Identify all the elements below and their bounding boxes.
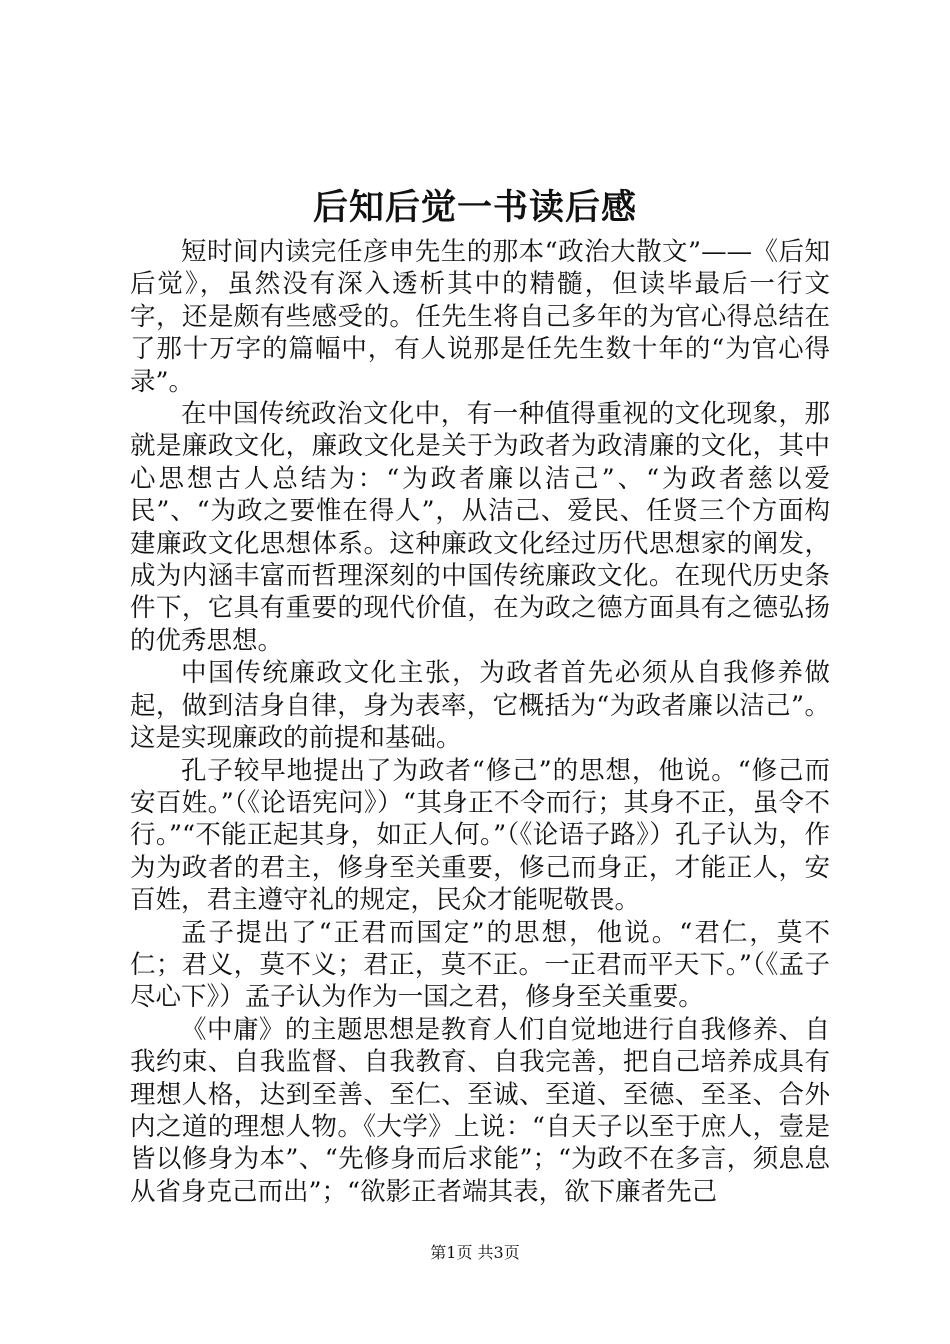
- page-title: 后知后觉一书读后感: [312, 187, 637, 228]
- paragraph: 孟子提出了“正君而国定”的思想，他说。“君仁，莫不仁；君义，莫不义；君正，莫不正。一正君而平天下。”（《孟子尽心下》）孟子认为作为一国之君，修身至关重要。: [130, 917, 830, 1013]
- paragraph: 在中国传统政治文化中，有一种值得重视的文化现象，那就是廉政文化，廉政文化是关于为政者为政清廉的文化，其中心思想古人总结为：“为政者廉以洁己”、“为政者慈以爱民”、“为政之要惟在得人”，从洁己、爱民、任贤三个方面构建廉政文化思想体系。这种廉政文化经过历代思想家的阐发，成为内涵丰富而哲理深刻的中国传统廉政文化。在现代历史条件下，它具有重要的现代价值，在为政之德方面具有之德弘扬的优秀思想。: [130, 399, 830, 656]
- paragraph: 《中庸》的主题思想是教育人们自觉地进行自我修养、自我约束、自我监督、自我教育、自我完善，把自己培养成具有理想人格，达到至善、至仁、至诚、至道、至德、至圣、合外内之道的理想人物。《大学》上说：“自天子以至于庶人，壹是皆以修身为本”、“先修身而后求能”；“为政不在多言，须息息从省身克己而出”；“欲影正者端其表，欲下廉者先己: [130, 1014, 830, 1207]
- document-body: [130, 236, 830, 1208]
- paragraph: 中国传统廉政文化主张，为政者首先必须从自我修养做起，做到洁身自律，身为表率，它概括为“为政者廉以洁己”。这是实现廉政的前提和基础。: [130, 658, 830, 754]
- paragraph: 孔子较早地提出了为政者“修己”的思想，他说。“修己而安百姓。”（《论语宪问》）“其身正不令而行；其身不正，虽令不行。”“不能正起其身，如正人何。”（《论语子路》）孔子认为，作为为政者的君主，修身至关重要，修己而身正，才能正人，安百姓，君主遵守礼的规定，民众才能呢敬畏。: [130, 755, 830, 916]
- page-number: 第1页 共3页: [430, 1243, 520, 1262]
- paragraph: 短时间内读完任彦申先生的那本“政治大散文”——《后知后觉》，虽然没有深入透析其中的精髓，但读毕最后一行文字，还是颇有些感受的。任先生将自己多年的为官心得总结在了那十万字的篇幅中，有人说那是任先生数十年的“为官心得录”。: [130, 237, 830, 397]
